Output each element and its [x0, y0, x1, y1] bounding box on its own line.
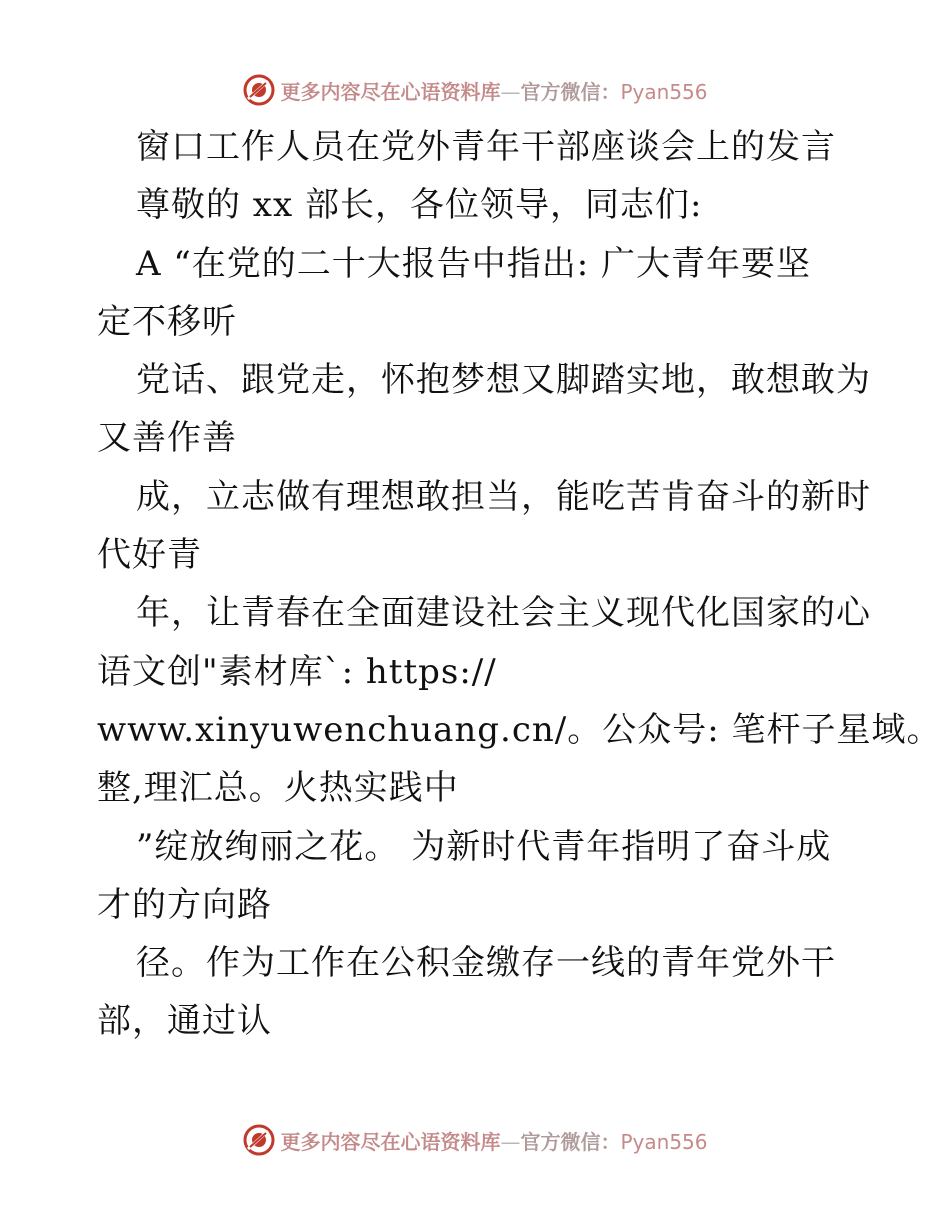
paragraph-line: 党话、跟党走，怀抱梦想又脚踏实地，敢想敢为 — [136, 360, 871, 401]
paragraph-line: A “在党的二十大报告中指出: 广大青年要坚 — [136, 243, 812, 284]
brand-logo-icon — [242, 73, 276, 107]
header-banner — [0, 70, 950, 110]
footer-banner-sep: — — [500, 1129, 521, 1154]
paragraph-line: 才的方向路 — [97, 884, 272, 925]
paragraph-line: 成，立志做有理想敢担当，能吃苦肯奋斗的新时 — [136, 476, 871, 517]
document-title: 窗口工作人员在党外青年干部座谈会上的发言 — [136, 127, 836, 167]
paragraph-line: 定不移听 — [97, 301, 237, 342]
document-body — [97, 118, 942, 1051]
paragraph-line: 又善作善 — [97, 418, 237, 459]
salutation: 尊敬的 xx 部长，各位领导，同志们: — [136, 185, 703, 226]
brand-logo-icon — [242, 1123, 276, 1157]
paragraph-line: 部，通过认 — [97, 1001, 272, 1042]
header-banner-sep: — — [500, 79, 521, 104]
footer-banner-wechat: 官方微信： — [520, 1129, 621, 1154]
header-banner-lead: 更多内容尽在心语资料库 — [280, 79, 501, 104]
footer-banner-lead: 更多内容尽在心语资料库 — [280, 1129, 501, 1154]
paragraph-line: 语文创"素材库`: https:// — [97, 651, 497, 692]
header-banner-text — [280, 76, 707, 105]
paragraph-line: www.xinyuwenchuang.cn/。公众号: 笔杆子星域。 — [97, 709, 942, 750]
header-banner-id: Pyan556 — [620, 79, 708, 104]
paragraph-line: ”绽放绚丽之花。 为新时代青年指明了奋斗成 — [136, 826, 832, 867]
header-banner-wechat: 官方微信： — [520, 79, 621, 104]
footer-banner-text — [280, 1126, 707, 1155]
footer-banner-id: Pyan556 — [620, 1129, 708, 1154]
footer-banner — [0, 1120, 950, 1160]
paragraph-line: 代好青 — [97, 535, 202, 576]
paragraph-line: 年，让青春在全面建设社会主义现代化国家的心 — [136, 593, 871, 634]
paragraph-line: 径。作为工作在公积金缴存一线的青年党外干 — [136, 943, 836, 984]
paragraph-line: 整,理汇总。火热实践中 — [97, 768, 459, 809]
